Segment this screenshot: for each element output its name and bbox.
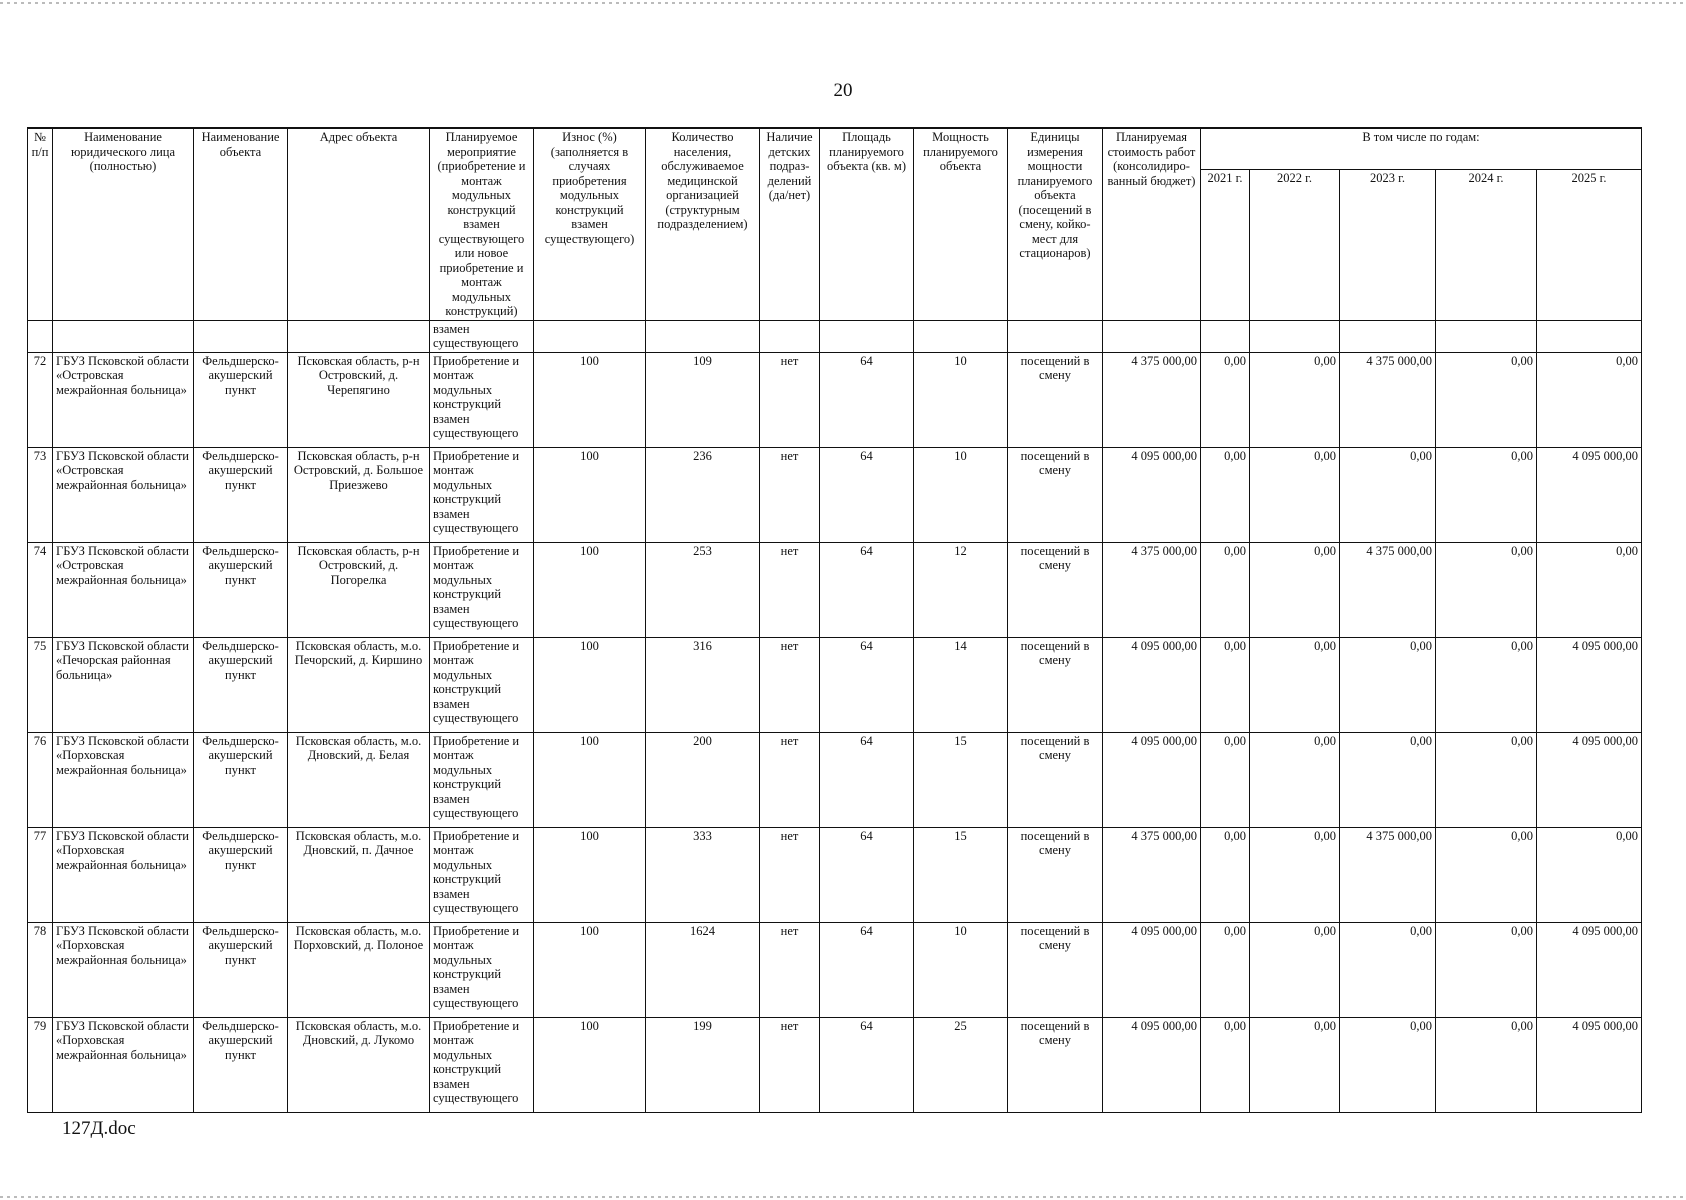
cell-2024: 0,00 (1436, 542, 1537, 637)
cell-address: Псковская область, м.о. Дновский, д. Белая (288, 732, 430, 827)
cell-units: посещений в смену (1008, 1017, 1103, 1112)
header-object-name: Наименование объекта (194, 128, 288, 320)
cell-area: 64 (820, 542, 914, 637)
cell-num: 73 (28, 447, 53, 542)
cell-cost: 4 095 000,00 (1103, 1017, 1201, 1112)
cell-2024: 0,00 (1436, 447, 1537, 542)
cell-address: Псковская область, р-н Островский, д. Большое Приезжево (288, 447, 430, 542)
header-by-years: В том числе по годам: (1201, 128, 1642, 169)
cell-capacity: 10 (914, 447, 1008, 542)
cell-wear: 100 (534, 732, 646, 827)
cell-num: 79 (28, 1017, 53, 1112)
cell-cost: 4 095 000,00 (1103, 637, 1201, 732)
cell-capacity: 10 (914, 352, 1008, 447)
cell-units: посещений в смену (1008, 447, 1103, 542)
cell-2025: 0,00 (1537, 827, 1642, 922)
scan-edge-top (0, 2, 1686, 4)
cell-children: нет (760, 732, 820, 827)
cell-address: Псковская область, р-н Островский, д. Черепягино (288, 352, 430, 447)
cell-2022: 0,00 (1250, 922, 1340, 1017)
cell-wear: 100 (534, 352, 646, 447)
cell-2025: 4 095 000,00 (1537, 637, 1642, 732)
cell-2021: 0,00 (1201, 827, 1250, 922)
cell-entity: ГБУЗ Псковской области «Островская межрайонная больница» (53, 352, 194, 447)
cell-object: Фельдшерско-акушерский пункт (194, 352, 288, 447)
cell-cost: 4 375 000,00 (1103, 827, 1201, 922)
cell-activity: Приобретение и монтаж модульных конструкций взамен существующего (430, 637, 534, 732)
cell-capacity: 12 (914, 542, 1008, 637)
cell-units: посещений в смену (1008, 922, 1103, 1017)
cell-object: Фельдшерско-акушерский пункт (194, 1017, 288, 1112)
cell-2023: 0,00 (1340, 637, 1436, 732)
cell-entity: ГБУЗ Псковской области «Печорская районная больница» (53, 637, 194, 732)
cell-activity: Приобретение и монтаж модульных конструкций взамен существующего (430, 542, 534, 637)
header-population: Количество населения, обслуживаемое медицинской организацией (структурным подразделением) (646, 128, 760, 320)
cell-units: посещений в смену (1008, 542, 1103, 637)
cell-wear: 100 (534, 827, 646, 922)
cell-wear: 100 (534, 447, 646, 542)
header-units: Единицы измерения мощности планируемого объекта (посещений в смену, койко-мест для стационаров) (1008, 128, 1103, 320)
header-area: Площадь планируемого объекта (кв. м) (820, 128, 914, 320)
cell-2022: 0,00 (1250, 827, 1340, 922)
table-body (28, 320, 1642, 1112)
header-activity: Планируемое мероприятие (приобретение и монтаж модульных конструкций взамен существующего или новое приобретение и монтаж модульных конструкций) (430, 128, 534, 320)
cell-capacity: 14 (914, 637, 1008, 732)
cell-2021: 0,00 (1201, 1017, 1250, 1112)
cell-2022: 0,00 (1250, 542, 1340, 637)
cell-entity: ГБУЗ Псковской области «Порховская межрайонная больница» (53, 732, 194, 827)
cell-capacity: 25 (914, 1017, 1008, 1112)
cell-entity: ГБУЗ Псковской области «Островская межрайонная больница» (53, 447, 194, 542)
cell-2021: 0,00 (1201, 352, 1250, 447)
cell-2024: 0,00 (1436, 922, 1537, 1017)
footer-filename: 127Д.doc (62, 1118, 136, 1139)
cell-2021: 0,00 (1201, 637, 1250, 732)
header-wear: Износ (%) (заполняется в случаях приобретения модульных конструкций взамен существующего) (534, 128, 646, 320)
cell-units: посещений в смену (1008, 352, 1103, 447)
cell-2025: 0,00 (1537, 542, 1642, 637)
table-row (28, 637, 1642, 732)
cell-2024: 0,00 (1436, 827, 1537, 922)
cell-wear: 100 (534, 542, 646, 637)
cell-activity: Приобретение и монтаж модульных конструкций взамен существующего (430, 352, 534, 447)
cell-wear: 100 (534, 922, 646, 1017)
cell-2022: 0,00 (1250, 447, 1340, 542)
cell-children: нет (760, 542, 820, 637)
cell-2022: 0,00 (1250, 1017, 1340, 1112)
cell-2023: 0,00 (1340, 732, 1436, 827)
cell-object: Фельдшерско-акушерский пункт (194, 732, 288, 827)
cell-2021: 0,00 (1201, 447, 1250, 542)
cell-activity: Приобретение и монтаж модульных конструкций взамен существующего (430, 827, 534, 922)
header-year-2025: 2025 г. (1537, 169, 1642, 320)
cell-2021: 0,00 (1201, 922, 1250, 1017)
cell-area: 64 (820, 637, 914, 732)
cell-units: посещений в смену (1008, 732, 1103, 827)
cell-activity: Приобретение и монтаж модульных конструкций взамен существующего (430, 1017, 534, 1112)
cell-children: нет (760, 827, 820, 922)
cell-children: нет (760, 352, 820, 447)
header-year-2022: 2022 г. (1250, 169, 1340, 320)
continuation-row (28, 320, 1642, 352)
cell-units: посещений в смену (1008, 637, 1103, 732)
cell-wear: 100 (534, 1017, 646, 1112)
cell-object: Фельдшерско-акушерский пункт (194, 827, 288, 922)
cell-area: 64 (820, 827, 914, 922)
cell-population: 1624 (646, 922, 760, 1017)
cell-population: 253 (646, 542, 760, 637)
cell-2021: 0,00 (1201, 732, 1250, 827)
cell-population: 236 (646, 447, 760, 542)
cell-2022: 0,00 (1250, 732, 1340, 827)
cell-cost: 4 095 000,00 (1103, 447, 1201, 542)
cell-address: Псковская область, р-н Островский, д. Погорелка (288, 542, 430, 637)
cell-population: 109 (646, 352, 760, 447)
table-row (28, 447, 1642, 542)
cell-cost: 4 095 000,00 (1103, 732, 1201, 827)
cell-num: 74 (28, 542, 53, 637)
cell-children: нет (760, 922, 820, 1017)
cell-2025: 4 095 000,00 (1537, 447, 1642, 542)
cell-capacity: 15 (914, 732, 1008, 827)
cell-wear: 100 (534, 637, 646, 732)
continuation-activity: взамен существующего (430, 320, 534, 352)
cell-2021: 0,00 (1201, 542, 1250, 637)
table-row (28, 352, 1642, 447)
cell-activity: Приобретение и монтаж модульных конструкций взамен существующего (430, 922, 534, 1017)
header-row-1 (28, 128, 1642, 169)
cell-num: 75 (28, 637, 53, 732)
cell-2024: 0,00 (1436, 352, 1537, 447)
cell-2025: 4 095 000,00 (1537, 732, 1642, 827)
cell-cost: 4 375 000,00 (1103, 352, 1201, 447)
cell-2023: 4 375 000,00 (1340, 827, 1436, 922)
cell-population: 200 (646, 732, 760, 827)
cell-entity: ГБУЗ Псковской области «Порховская межрайонная больница» (53, 1017, 194, 1112)
header-cost: Планируемая стоимость работ (консолидиро-ванный бюджет) (1103, 128, 1201, 320)
cell-2025: 4 095 000,00 (1537, 922, 1642, 1017)
cell-num: 76 (28, 732, 53, 827)
cell-population: 199 (646, 1017, 760, 1112)
cell-area: 64 (820, 732, 914, 827)
header-children: Наличие детских подраз-делений (да/нет) (760, 128, 820, 320)
cell-area: 64 (820, 1017, 914, 1112)
cell-object: Фельдшерско-акушерский пункт (194, 637, 288, 732)
cell-population: 316 (646, 637, 760, 732)
cell-2025: 4 095 000,00 (1537, 1017, 1642, 1112)
header-year-2023: 2023 г. (1340, 169, 1436, 320)
facilities-table (27, 127, 1642, 1113)
scan-edge-bottom (0, 1196, 1686, 1198)
cell-capacity: 15 (914, 827, 1008, 922)
cell-2023: 4 375 000,00 (1340, 352, 1436, 447)
cell-cost: 4 375 000,00 (1103, 542, 1201, 637)
header-legal-entity: Наименование юридического лица (полностью) (53, 128, 194, 320)
cell-2025: 0,00 (1537, 352, 1642, 447)
cell-children: нет (760, 1017, 820, 1112)
cell-activity: Приобретение и монтаж модульных конструкций взамен существующего (430, 732, 534, 827)
cell-2023: 0,00 (1340, 447, 1436, 542)
cell-area: 64 (820, 352, 914, 447)
cell-address: Псковская область, м.о. Печорский, д. Киршино (288, 637, 430, 732)
cell-num: 77 (28, 827, 53, 922)
cell-2022: 0,00 (1250, 352, 1340, 447)
cell-object: Фельдшерско-акушерский пункт (194, 922, 288, 1017)
cell-activity: Приобретение и монтаж модульных конструкций взамен существующего (430, 447, 534, 542)
cell-address: Псковская область, м.о. Порховский, д. Полоное (288, 922, 430, 1017)
cell-2023: 4 375 000,00 (1340, 542, 1436, 637)
cell-2024: 0,00 (1436, 637, 1537, 732)
cell-object: Фельдшерско-акушерский пункт (194, 542, 288, 637)
table-row (28, 1017, 1642, 1112)
cell-capacity: 10 (914, 922, 1008, 1017)
cell-2022: 0,00 (1250, 637, 1340, 732)
cell-cost: 4 095 000,00 (1103, 922, 1201, 1017)
cell-units: посещений в смену (1008, 827, 1103, 922)
cell-entity: ГБУЗ Псковской области «Порховская межрайонная больница» (53, 827, 194, 922)
cell-2024: 0,00 (1436, 732, 1537, 827)
table-row (28, 922, 1642, 1017)
page-number: 20 (833, 80, 853, 101)
header-num: № п/п (28, 128, 53, 320)
cell-address: Псковская область, м.о. Дновский, д. Лукомо (288, 1017, 430, 1112)
header-year-2021: 2021 г. (1201, 169, 1250, 320)
cell-2023: 0,00 (1340, 1017, 1436, 1112)
header-address: Адрес объекта (288, 128, 430, 320)
cell-population: 333 (646, 827, 760, 922)
cell-children: нет (760, 447, 820, 542)
cell-2024: 0,00 (1436, 1017, 1537, 1112)
cell-object: Фельдшерско-акушерский пункт (194, 447, 288, 542)
header-year-2024: 2024 г. (1436, 169, 1537, 320)
table-row (28, 732, 1642, 827)
cell-address: Псковская область, м.о. Дновский, п. Дачное (288, 827, 430, 922)
cell-area: 64 (820, 447, 914, 542)
cell-area: 64 (820, 922, 914, 1017)
cell-2023: 0,00 (1340, 922, 1436, 1017)
cell-num: 78 (28, 922, 53, 1017)
cell-children: нет (760, 637, 820, 732)
table-row (28, 542, 1642, 637)
cell-num: 72 (28, 352, 53, 447)
cell-entity: ГБУЗ Псковской области «Островская межрайонная больница» (53, 542, 194, 637)
cell-entity: ГБУЗ Псковской области «Порховская межрайонная больница» (53, 922, 194, 1017)
header-capacity: Мощность планируемого объекта (914, 128, 1008, 320)
table-row (28, 827, 1642, 922)
